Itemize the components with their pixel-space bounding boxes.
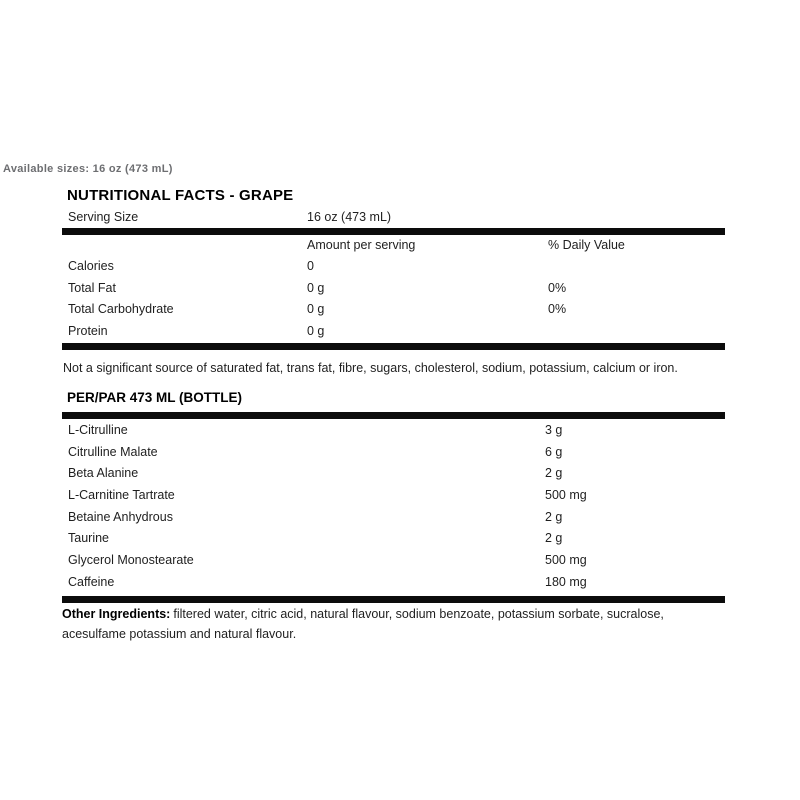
ingredient-amount: 2 g	[545, 466, 563, 481]
ingredient-amount: 2 g	[545, 531, 563, 546]
ingredient-amount: 2 g	[545, 509, 563, 524]
ingredient-amount: 180 mg	[545, 574, 587, 589]
row-amount: 0 g	[307, 280, 325, 295]
divider-bar-ingredients-top	[62, 412, 725, 419]
nutrition-row-total-fat	[62, 278, 725, 300]
serving-size-label: Serving Size	[68, 210, 139, 224]
row-daily-value: 0%	[548, 302, 567, 316]
ingredient-amount: 500 mg	[545, 553, 587, 568]
ingredient-row-l-carnitine-tartrate	[62, 485, 725, 507]
row-label: Total Carbohydrate	[68, 302, 174, 316]
nutrition-row-protein	[62, 321, 725, 343]
nutrition-facts-title: NUTRITIONAL FACTS - GRAPE	[67, 187, 294, 204]
ingredient-label: Beta Alanine	[68, 466, 139, 481]
row-amount: 0	[307, 259, 314, 273]
row-label: Total Fat	[68, 280, 116, 295]
ingredient-label: Betaine Anhydrous	[68, 509, 173, 524]
ingredient-label: Glycerol Monostearate	[68, 553, 194, 568]
ingredient-amount: 6 g	[545, 444, 563, 459]
column-header-daily-value: % Daily Value	[548, 238, 625, 252]
serving-size-value: 16 oz (473 mL)	[307, 210, 392, 224]
ingredient-label: Citrulline Malate	[68, 444, 158, 459]
ingredient-label: Caffeine	[68, 574, 115, 589]
nutrition-row-total-carbohydrate	[62, 299, 725, 321]
divider-bar-bottom	[62, 596, 725, 603]
other-ingredients-text: filtered water, citric acid, natural flavour, sodium benzoate, potassium sorbate, sucralose, acesulfame potassium and natural flavour.	[62, 607, 664, 641]
available-sizes-text: Available sizes: 16 oz (473 mL)	[3, 163, 173, 175]
divider-bar-top	[62, 228, 725, 235]
ingredient-row-caffeine	[62, 572, 725, 594]
ingredient-row-beta-alanine	[62, 463, 725, 485]
row-amount: 0 g	[307, 323, 325, 338]
ingredient-label: Taurine	[68, 531, 109, 546]
ingredient-row-betaine-anhydrous	[62, 507, 725, 529]
row-daily-value: 0%	[548, 280, 567, 295]
ingredient-amount: 500 mg	[545, 488, 587, 503]
other-ingredients-label: Other Ingredients:	[62, 607, 171, 621]
not-significant-source-footnote: Not a significant source of saturated fat, trans fat, fibre, sugars, cholesterol, sodium, potassium, calcium or iron.	[63, 361, 678, 375]
ingredient-amount: 3 g	[545, 423, 563, 437]
ingredient-row-citrulline-malate	[62, 442, 725, 464]
column-header-amount-per-serving: Amount per serving	[307, 238, 416, 252]
ingredient-row-taurine	[62, 528, 725, 550]
ingredient-label: L-Citrulline	[68, 423, 128, 437]
row-label: Protein	[68, 323, 108, 338]
divider-bar-middle	[62, 343, 725, 350]
ingredient-label: L-Carnitine Tartrate	[68, 488, 175, 503]
row-amount: 0 g	[307, 302, 325, 316]
nutrition-facts-table	[62, 256, 725, 342]
per-bottle-heading: PER/PAR 473 ML (BOTTLE)	[67, 390, 243, 405]
other-ingredients-paragraph	[62, 604, 722, 644]
nutrition-row-calories	[62, 256, 725, 278]
ingredient-row-glycerol-monostearate	[62, 550, 725, 572]
row-label: Calories	[68, 259, 114, 273]
ingredient-row-l-citrulline	[62, 420, 725, 442]
per-bottle-table	[62, 420, 725, 594]
